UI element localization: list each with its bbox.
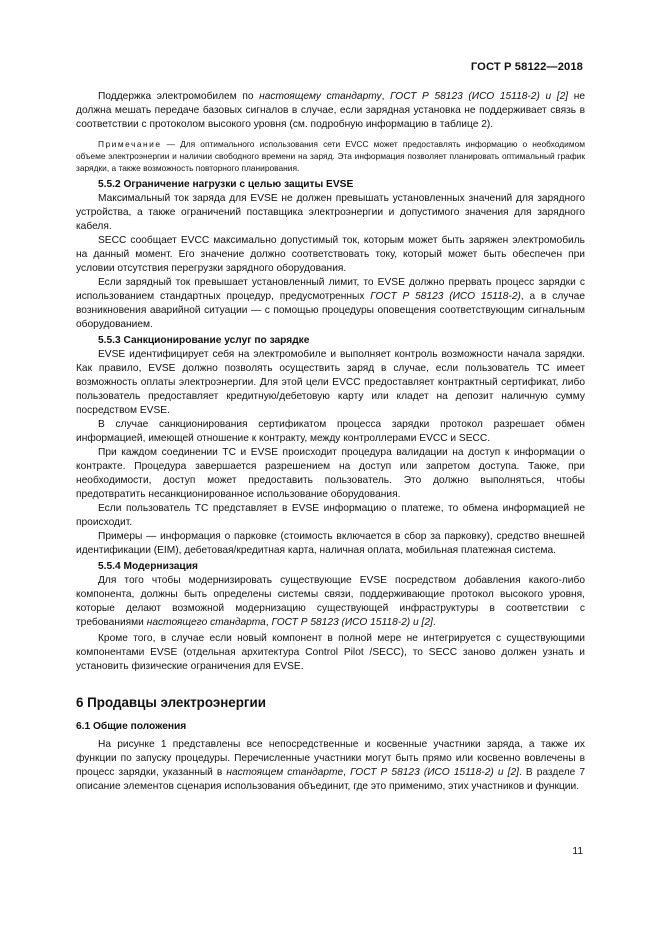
note-label: Примечание [98, 139, 162, 149]
italic-ref: и [539, 91, 557, 102]
text-run: Для того чтобы модернизировать существующие EVSE посредством добавления какого-либо компонента, должны быть определены системы связи, поддерживающие протокол высокого уровня, которые делают возможной модернизацию существующей инфраструктуры в соответствии с требованиями [76, 575, 585, 628]
text-run: , [381, 91, 391, 102]
section-heading-5-5-3: 5.5.3 Санкционирование услуг по зарядке [98, 335, 310, 346]
text-run: Поддержка электромобилем по [98, 91, 260, 102]
italic-ref: ГОСТ Р 58123 (ИСО 15118-2) [271, 617, 411, 628]
italic-ref: [2] [421, 617, 433, 628]
italic-ref: и [410, 617, 422, 628]
italic-ref: [2] [507, 767, 519, 778]
section-heading-6: 6 Продавцы электроэнергии [76, 695, 266, 710]
text-run: . В разделе 7 описание элементов сценария использования объединит, где это применимо, этих участников и функции. [76, 767, 586, 792]
note-paragraph [76, 138, 585, 174]
section-heading-6-1: 6.1 Общие положения [76, 721, 187, 732]
text-run: На рисунке 1 представлены все непосредственные и косвенные участники заряда, а также их функции по запуску процедуры. Перечисленные участники могут быть прямо или косвенно вовлечены в процесс зарядки, указанный в [76, 739, 585, 778]
text-run: Если зарядный ток превышает установленный лимит, то EVSE должно прервать процесс зарядки с использованием стандартных процедур, предусмотренных [76, 277, 585, 302]
document-header: ГОСТ Р 58122—2018 [470, 61, 583, 73]
text-run: , а в случае возникновения аварийной ситуации — с помощью процедуры оповещения соответствующим сигнальным оборудованием. [76, 291, 586, 330]
document-body [76, 90, 585, 794]
paragraph: SECC сообщает EVCC максимально допустимый ток, которым может быть заряжен электромобиль на данный момент. Его значение должно соответствовать току, который может быть обеспечен при условии отсутствия перегрузки зарядного оборудования. [76, 235, 585, 274]
page-number: 11 [572, 846, 583, 857]
note-text: — Для оптимального использования сети EVCC может предоставлять информацию о необходимом объеме электроэнергии и наличии свободного времени на заряд. Эта информация позволяет планировать оптимальный график зарядки, а также возможность повторного планирования. [76, 139, 585, 173]
examples-paragraph: Примеры — информация о парковке (стоимость включается в сбор за парковку), средство внешней идентификации (EIM), дебетовая/кредитная карта, наличная оплата, мобильная платежная система. [76, 531, 585, 556]
text-run: , [265, 617, 272, 628]
italic-ref: [2] [556, 91, 569, 102]
text-run: , [343, 767, 351, 778]
text-run: . [432, 617, 436, 628]
paragraph [76, 276, 585, 332]
italic-ref: настоящего стандарта [146, 617, 266, 628]
paragraph: В случае санкционирования сертификатом процесса зарядки протокол разрешает обмен информацией, имеющей отношение к контракту, между контроллерами EVCC и SECC. [76, 419, 585, 444]
italic-ref: и [493, 767, 508, 778]
italic-ref: настоящем стандарте [226, 767, 344, 778]
italic-ref: ГОСТ Р 58123 (ИСО 15118-2) [350, 767, 494, 778]
section-heading-5-5-4: 5.5.4 Модернизация [98, 561, 198, 572]
italic-ref: ГОСТ Р 58123 (ИСО 15118-2) [390, 91, 540, 102]
intro-paragraph [76, 90, 585, 132]
paragraph: Максимальный ток заряда для EVSE не должен превышать установленных значений для зарядного устройства, а также ограничений поставщика электроэнергии и допустимого значения для зарядного кабеля. [76, 193, 585, 232]
paragraph [76, 738, 585, 794]
text-run: не должна мешать передаче базовых сигналов в случае, если зарядная установка не поддерживает связь в соответствии с протоколом высокого уровня (см. подробную информацию в таблице 2). [76, 91, 585, 130]
italic-ref: ГОСТ Р 58123 (ИСО 15118-2) [370, 291, 521, 302]
italic-ref: настоящему стандарту [259, 91, 382, 102]
paragraph: EVSE идентифицирует себя на электромобиле и выполняет контроль возможности начала зарядки. Как правило, EVSE должно позволять осуществить заряд в случае, если пользователь ТС имеет возможность оплаты электроэнергии. Для этой цели EVCC предоставляет контрактный сертификат, либо пользователь предоставляет кредитную/дебетовую карту или кладет на депозит наличную сумму посредством EVSE. [76, 349, 585, 416]
section-heading-5-5-2: 5.5.2 Ограничение нагрузки с целью защиты EVSE [98, 179, 354, 190]
paragraph: Кроме того, в случае если новый компонент в полной мере не интегрируется с существующими компонентами EVSE (отдельная архитектура Control Pilot /SECC), то SECC заново должен узнать и установить физические ограничения для EVSE. [76, 633, 585, 672]
paragraph [76, 574, 585, 630]
paragraph: При каждом соединении ТС и EVSE происходит процедура валидации на доступ к информации о контракте. Процедура завершается разрешением на доступ или запретом доступа. Также, при необходимости, доступ может предоставить пользователь. Это должно выполняться, чтобы предотвратить несанкционированное использование оборудования. [76, 447, 585, 500]
paragraph: Если пользователь ТС представляет в EVSE информацию о платеже, то обмена информацией не происходит. [76, 503, 585, 528]
